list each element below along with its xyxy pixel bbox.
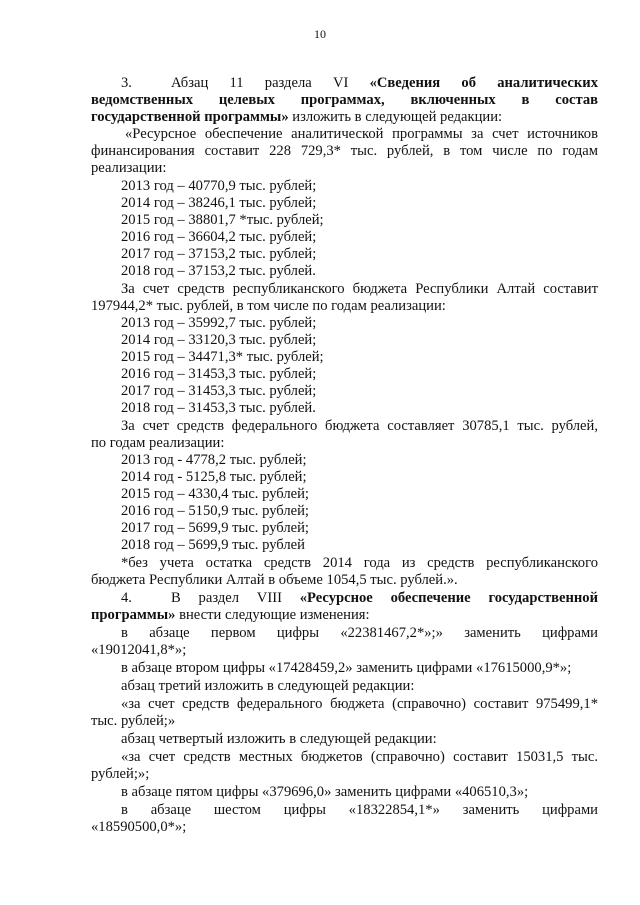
republican-budget-line-2: 197944,2* тыс. рублей, в том числе по годам реализации: — [91, 298, 446, 314]
republican-budget-line-1: За счет средств республиканского бюджета Республики Алтай составит — [121, 281, 598, 297]
change-paragraph-5: абзац четвертый изложить в следующей редакции: — [121, 731, 437, 747]
change-paragraph-8-line-2: «18590500,0*»; — [91, 819, 187, 835]
footnote-line-1: *без учета остатка средств 2014 года из средств республиканского — [121, 555, 598, 571]
year-line-republican: 2015 год – 34471,3* тыс. рублей; — [121, 349, 324, 365]
year-line-federal: 2018 год – 5699,9 тыс. рублей — [121, 537, 305, 553]
change-paragraph-7: в абзаце пятом цифры «379696,0» заменить цифрами «406510,3»; — [121, 784, 529, 800]
change-paragraph-3: абзац третий изложить в следующей редакции: — [121, 678, 415, 694]
item-4-line-2: программы» внести следующие изменения: — [91, 607, 370, 623]
year-line-federal: 2015 год – 4330,4 тыс. рублей; — [121, 486, 309, 502]
year-line-republican: 2014 год – 33120,3 тыс. рублей; — [121, 332, 317, 348]
change-paragraph-8-line-1: в абзаце шестом цифры «18322854,1*» заменить цифрами — [121, 802, 598, 818]
year-line-republican: 2018 год – 31453,3 тыс. рублей. — [121, 400, 316, 416]
item-4-number: 4. — [121, 590, 132, 606]
change-paragraph-6-line-1: «за счет средств местных бюджетов (справочно) составит 15031,5 тыс. — [121, 749, 598, 765]
item-3-line-1: Абзац 11 раздела VI «Сведения об аналитических — [171, 75, 599, 91]
resource-intro-line-3: реализации: — [91, 160, 167, 176]
item-3-line-3: государственной программы» изложить в следующей редакции: — [91, 109, 503, 125]
change-paragraph-2: в абзаце втором цифры «17428459,2» заменить цифрами «17615000,9*»; — [121, 660, 572, 676]
footnote-line-2: бюджета Республики Алтай в объеме 1054,5 тыс. рублей.». — [91, 572, 458, 588]
resource-intro-line-2: финансирования составит 228 729,3* тыс. рублей, в том числе по годам — [91, 143, 598, 159]
year-line-federal: 2017 год – 5699,9 тыс. рублей; — [121, 520, 309, 536]
year-line-federal: 2014 год - 5125,8 тыс. рублей; — [121, 469, 307, 485]
year-line-total: 2018 год – 37153,2 тыс. рублей. — [121, 263, 316, 279]
year-line-total: 2016 год – 36604,2 тыс. рублей; — [121, 229, 317, 245]
year-line-total: 2015 год – 38801,7 *тыс. рублей; — [121, 212, 324, 228]
year-line-total: 2014 год – 38246,1 тыс. рублей; — [121, 195, 317, 211]
year-line-federal: 2013 год - 4778,2 тыс. рублей; — [121, 452, 307, 468]
page-number: 10 — [314, 27, 326, 41]
change-paragraph-1-line-2: «19012041,8*»; — [91, 642, 187, 658]
change-paragraph-4-line-2: тыс. рублей;» — [91, 713, 176, 729]
year-line-total: 2013 год – 40770,9 тыс. рублей; — [121, 178, 317, 194]
item-3-line-2: ведомственных целевых программах, включенных в состав — [91, 92, 598, 108]
item-4-line-1: В раздел VIII «Ресурсное обеспечение государственной — [171, 590, 599, 606]
year-line-republican: 2016 год – 31453,3 тыс. рублей; — [121, 366, 317, 382]
item-3-number: 3. — [121, 75, 132, 91]
change-paragraph-4-line-1: «за счет средств федерального бюджета (справочно) составит 975499,1* — [121, 696, 598, 712]
change-paragraph-6-line-2: рублей;»; — [91, 766, 150, 782]
resource-intro-line-1: «Ресурсное обеспечение аналитической программы за счет источников — [125, 126, 598, 142]
year-line-federal: 2016 год – 5150,9 тыс. рублей; — [121, 503, 309, 519]
federal-budget-line-1: За счет средств федерального бюджета составляет 30785,1 тыс. рублей, — [121, 418, 598, 434]
year-line-total: 2017 год – 37153,2 тыс. рублей; — [121, 246, 317, 262]
change-paragraph-1-line-1: в абзаце первом цифры «22381467,2*»;» заменить цифрами — [121, 625, 598, 641]
year-line-republican: 2017 год – 31453,3 тыс. рублей; — [121, 383, 317, 399]
year-line-republican: 2013 год – 35992,7 тыс. рублей; — [121, 315, 317, 331]
federal-budget-line-2: по годам реализации: — [91, 435, 225, 451]
